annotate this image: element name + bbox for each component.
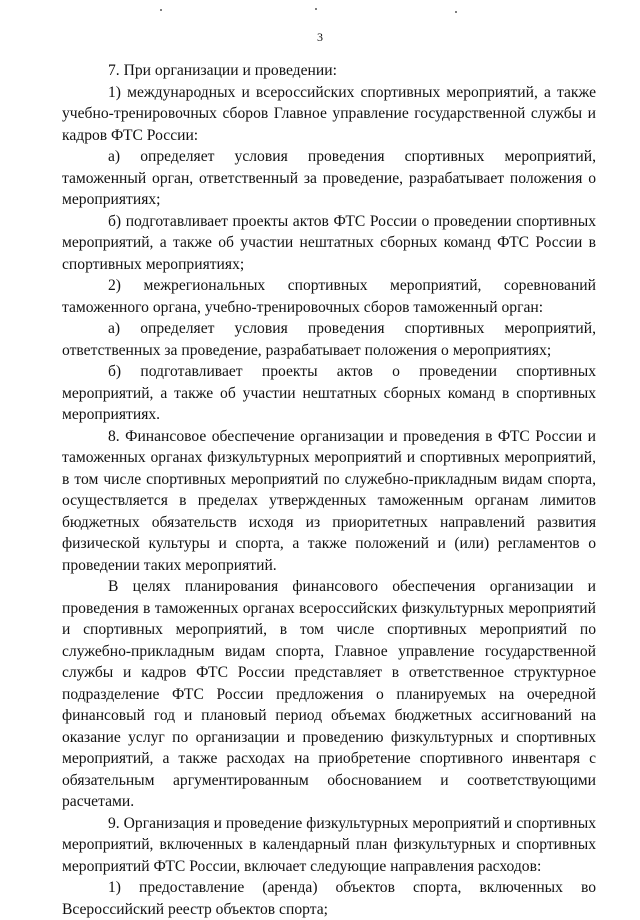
paragraph: 7. При организации и проведении: (108, 62, 337, 79)
paragraph: В целях планирования финансового обеспечения организации и проведения в таможенных органах всероссийских физкультурных мероприятий и спортивных мероприятий, в том числе спортивных мероприятий по служебно-прикладным видам спорта, Главное управление государственной службы и кадров ФТС России представляет в ответственное структурное подразделение ФТС России предложения о планируемых на очередной финансовый год и плановый период объемах бюджетных ассигнований на оказание услуг по организации и проведению физкультурных и спортивных мероприятий, а также расходах на приобретение спортивного инвентаря с обязательным аргументированным обоснованием и соответствующими расчетами. (62, 578, 596, 810)
paragraph: 1) международных и всероссийских спортивных мероприятий, а также учебно-тренировочных сборов Главное управление государственной службы и кадров ФТС России: (62, 83, 596, 144)
paragraph: 1) предоставление (аренда) объектов спорта, включенных во Всероссийский реестр объектов спорта; (62, 879, 596, 918)
paragraph: 2) межрегиональных спортивных мероприятий, соревнований таможенного органа, учебно-тренировочных сборов таможенный орган: (62, 277, 596, 316)
paragraph: б) подготавливает проекты актов ФТС России о проведении спортивных мероприятий, а также об участии нештатных сборных команд ФТС России в спортивных мероприятиях; (62, 212, 596, 273)
scan-speck (455, 11, 457, 13)
paragraph: 8. Финансовое обеспечение организации и проведения в ФТС России и таможенных органах физкультурных мероприятий и спортивных мероприятий, в том числе спортивных мероприятий по служебно-прикладным видам спорта, осуществляется в пределах утвержденных таможенным органам лимитов бюджетных обязательств исходя из приоритетных направлений развития физической культуры и спорта, а также положений и (или) регламентов о проведении таких мероприятий. (62, 427, 596, 574)
paragraph: б) подготавливает проекты актов о проведении спортивных мероприятий, а также об участии нештатных сборных команд в спортивных мероприятиях. (62, 363, 596, 423)
page-number: 3 (317, 30, 323, 44)
paragraph: 9. Организация и проведение физкультурных мероприятий и спортивных мероприятий, включенных в календарный план физкультурных и спортивных мероприятий ФТС России, включает следующие направления расходов: (62, 814, 596, 875)
scan-speck (315, 8, 317, 10)
paragraph: а) определяет условия проведения спортивных мероприятий, таможенный орган, ответственный за проведение, разрабатывает положения о мероприятиях; (62, 148, 596, 208)
scan-speck (160, 9, 162, 11)
paragraph: а) определяет условия проведения спортивных мероприятий, ответственных за проведение, разрабатывает положения о мероприятиях; (62, 320, 596, 359)
document-body (62, 60, 596, 920)
